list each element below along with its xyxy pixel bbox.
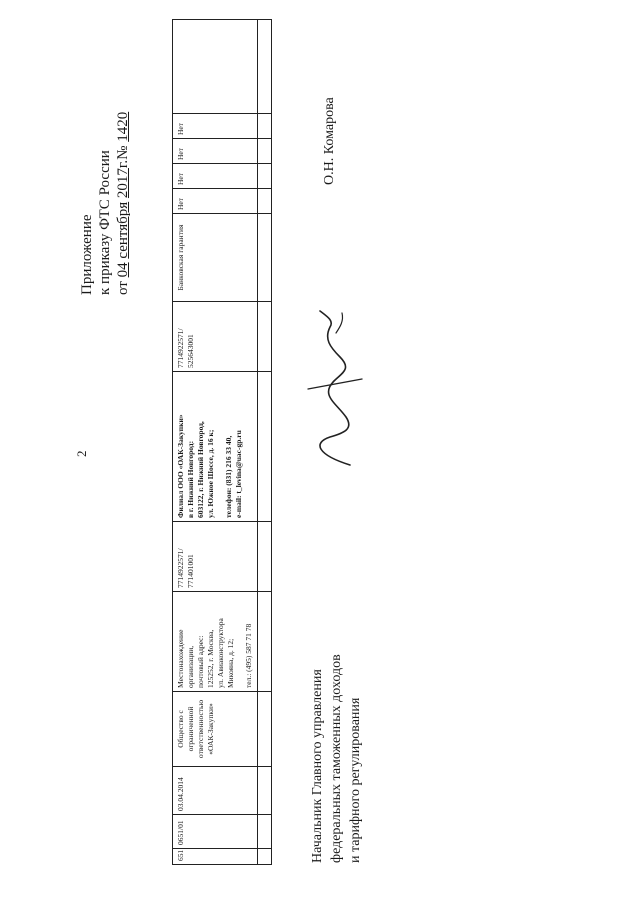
cell-flag-1: Нет bbox=[173, 189, 258, 214]
cell-flag-4: Нет bbox=[173, 114, 258, 139]
appendix-order-date: от 04 сентября 2017г.№ 1420 bbox=[115, 111, 131, 295]
order-day: 04 bbox=[115, 262, 131, 278]
cell-flag-2: Нет bbox=[173, 164, 258, 189]
registry-table bbox=[172, 19, 272, 865]
cell-inn-kpp: 7714922571/ 771401001 bbox=[173, 522, 258, 592]
order-number: 1420 bbox=[115, 111, 131, 142]
cell-branch: Филиал ООО «ОАК-Закупки» в г. Нижний Новгород: 603122, г. Нижний Новгород, ул. Южное Шоссе, д. 16 к; телефон: (831) 216 33 40, e-mail: t_levina@uac-gp.ru bbox=[173, 372, 258, 522]
appendix-title: Приложение bbox=[79, 214, 95, 295]
handwritten-signature bbox=[300, 303, 370, 473]
page-number: 2 bbox=[74, 450, 89, 457]
table-row-empty bbox=[258, 20, 272, 865]
cell-branch-inn-kpp: 7714922571/ 525643001 bbox=[173, 302, 258, 372]
cell-date: 03.04.2014 bbox=[173, 767, 258, 815]
order-month: сентября bbox=[115, 201, 131, 259]
cell-num: 651 bbox=[173, 849, 258, 865]
cell-empty bbox=[173, 20, 258, 114]
appendix-header bbox=[78, 112, 132, 295]
order-year: 2017 bbox=[115, 168, 131, 199]
signatory-title: Начальник Главного управления федеральных таможенных доходов и тарифного регулирования bbox=[310, 654, 363, 863]
cell-org-name: Общество с ограниченной ответственностью «ОАК-Закупки» bbox=[173, 692, 258, 767]
appendix-order-ref: к приказу ФТС России bbox=[97, 150, 113, 295]
cell-flag-3: Нет bbox=[173, 139, 258, 164]
signer-name: О.Н. Комарова bbox=[322, 97, 337, 185]
cell-code: 0651/01 bbox=[173, 815, 258, 849]
cell-guarantee: Банковская гарантия bbox=[173, 214, 258, 302]
cell-address: Местонахождение организации, почтовый адрес: 125252, г. Москва, ул. Авиаконструктора Микояна, д. 12; тел.: (495) 587 71 78 bbox=[173, 592, 258, 692]
table-row bbox=[173, 20, 258, 865]
